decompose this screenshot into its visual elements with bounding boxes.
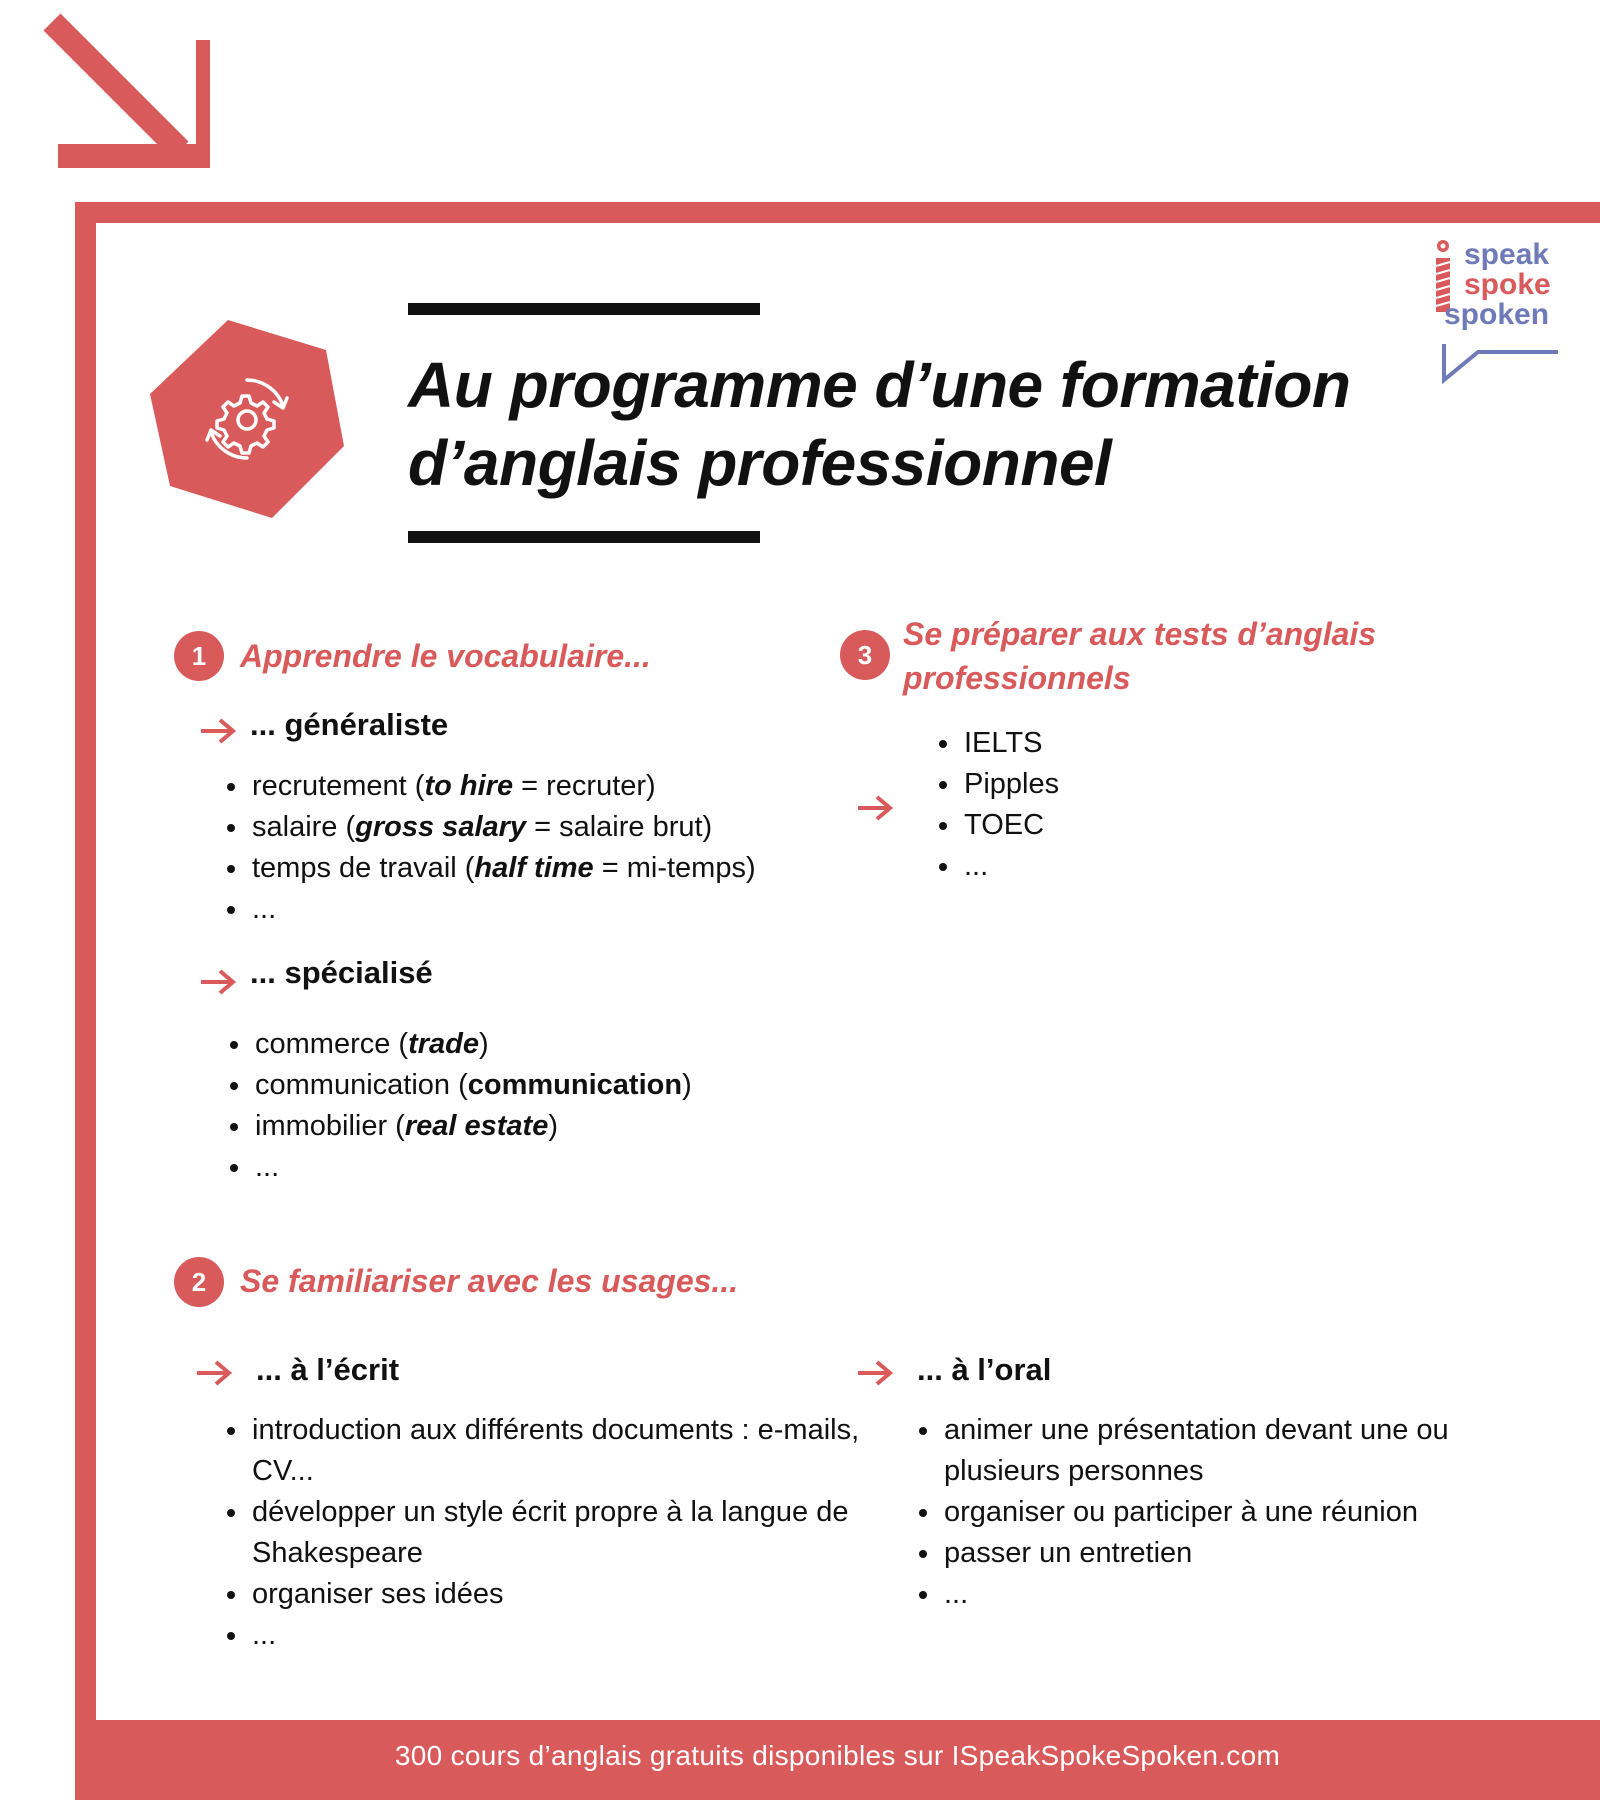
list-item: • ... [250,1615,860,1656]
list-item: • ... [962,846,1059,887]
logo-word-speak: speak [1464,238,1550,271]
page-title [408,346,1408,502]
arrow-down-right-icon [40,10,210,170]
list-item: • développer un style écrit propre à la langue de Shakespeare [250,1492,860,1574]
logo-speech-tail-icon [1442,340,1560,386]
tests-list [934,723,1059,887]
list-item: • introduction aux différents documents : e-mails, CV... [250,1410,860,1492]
arrow-right-icon [195,1358,235,1388]
list-item: • TOEC [962,805,1059,846]
section3-title-line2: professionnels [903,660,1131,696]
list-item: • temps de travail (half time = mi-temps) [250,848,756,889]
list-item: • animer une présentation devant une ou plusieurs personnes [942,1410,1542,1492]
list-item: • communication (communication) [253,1065,692,1106]
logo-word-spoke: spoke [1464,268,1551,301]
specialise-title: ... spécialisé [250,955,433,990]
list-item: • IELTS [962,723,1059,764]
page-title-line2: d’anglais professionnel [408,427,1112,499]
arrow-right-icon [856,793,896,823]
section1-number-badge: 1 [174,631,224,681]
list-item: • passer un entretien [942,1533,1542,1574]
oral-list [914,1410,1542,1615]
list-item: • ... [250,889,756,930]
title-rule-top [408,303,760,315]
arrow-right-icon [199,967,239,997]
arrow-right-icon [199,716,239,746]
ecrit-title: ... à l’écrit [256,1352,400,1387]
list-item: • salaire (gross salary = salaire brut) [250,807,756,848]
section1-title: Apprendre le vocabulaire... [240,638,651,674]
ecrit-list [222,1410,860,1656]
title-rule-bottom [408,531,760,543]
list-item: • organiser ou participer à une réunion [942,1492,1542,1533]
section3-number-badge: 3 [840,630,890,680]
logo [1432,236,1560,386]
list-item: • recrutement (to hire = recruter) [250,766,756,807]
section3-title-line1: Se préparer aux tests d’anglais [903,616,1377,652]
generaliste-list [222,766,756,930]
oral-title: ... à l’oral [917,1352,1052,1387]
page-title-line1: Au programme d’une formation [408,349,1351,421]
list-item: • ... [253,1147,692,1188]
list-item: • immobilier (real estate) [253,1106,692,1147]
section2-title: Se familiariser avec les usages... [240,1263,739,1299]
logo-word-spoken: spoken [1444,298,1550,331]
section2-number-badge: 2 [174,1257,224,1307]
arrow-right-icon [856,1358,896,1388]
specialise-list [225,1024,692,1188]
list-item: • ... [942,1574,1542,1615]
gear-refresh-icon [148,318,346,520]
section3-title [903,612,1376,700]
list-item: • commerce (trade) [253,1024,692,1065]
footer-link-text[interactable]: 300 cours d’anglais gratuits disponibles sur ISpeakSpokeSpoken.com [394,1740,1281,1771]
generaliste-title: ... généraliste [250,707,449,742]
list-item: • Pipples [962,764,1059,805]
list-item: • organiser ses idées [250,1574,860,1615]
